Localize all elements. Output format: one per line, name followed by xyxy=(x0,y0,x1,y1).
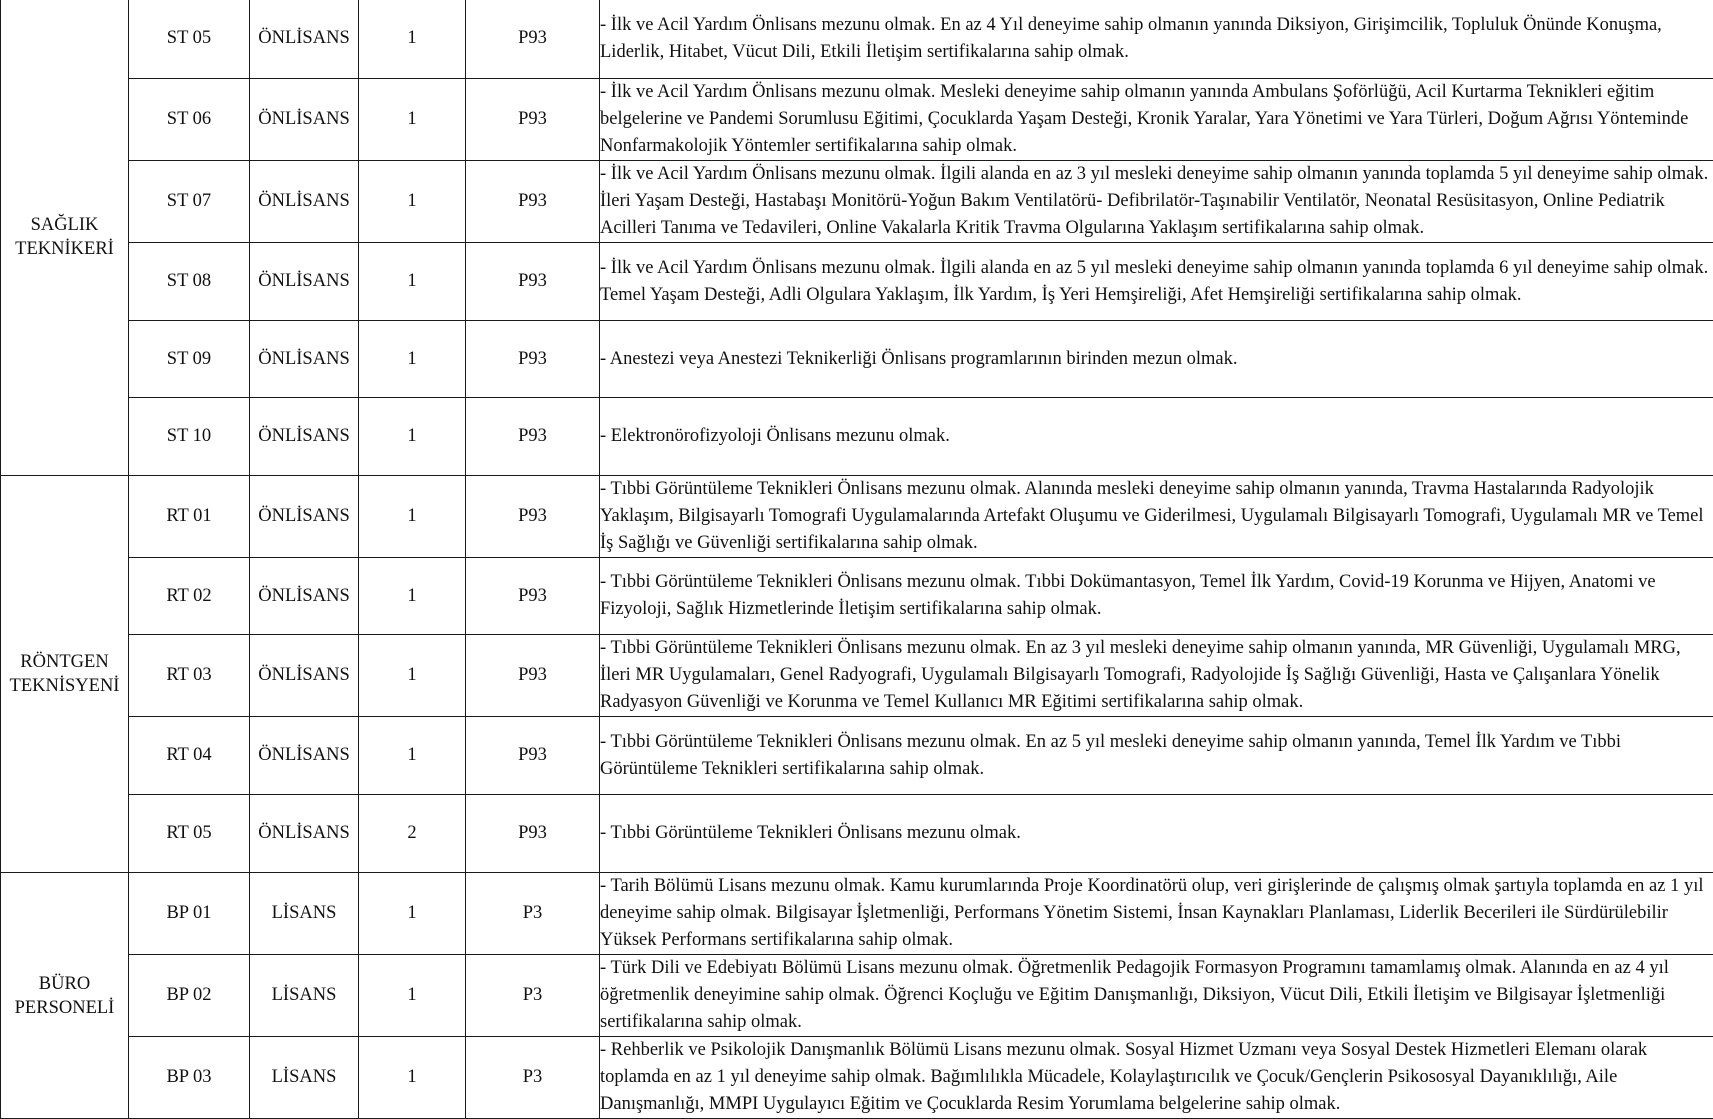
requirements-cell: - Elektronörofizyoloji Önlisans mezunu olmak. xyxy=(600,398,1713,476)
position-code-cell: BP 01 xyxy=(129,873,250,955)
requirements-cell: - Tıbbi Görüntüleme Teknikleri Önlisans mezunu olmak. En az 3 yıl mesleki deneyime sahip olmanın yanında, MR Güvenliği, Uygulamalı MRG, İleri MR Uygulamaları, Genel Radyografi, Uygulamalı Bilgisayarlı Tomografi, Radyolojide İş Sağlığı Güvenliği, Hasta ve Çalışanlara Yönelik Radyasyon Güvenliği ve Korunma ve Temel Kullanıcı MR Eğitimi sertifikalarına sahip olmak. xyxy=(600,635,1713,717)
exam-score-type-cell: P93 xyxy=(466,795,600,873)
table-row xyxy=(1,161,1713,243)
education-level-cell: LİSANS xyxy=(250,1037,359,1119)
position-count-cell: 1 xyxy=(359,717,466,795)
position-count-cell: 1 xyxy=(359,476,466,558)
education-level-cell: LİSANS xyxy=(250,955,359,1037)
requirements-cell: - Tıbbi Görüntüleme Teknikleri Önlisans mezunu olmak. En az 5 yıl mesleki deneyime sahip olmanın yanında, Temel İlk Yardım ve Tıbbi Görüntüleme Teknikleri sertifikalarına sahip olmak. xyxy=(600,717,1713,795)
exam-score-type-cell: P93 xyxy=(466,79,600,161)
position-code-cell: BP 02 xyxy=(129,955,250,1037)
position-code-cell: RT 02 xyxy=(129,558,250,635)
exam-score-type-cell: P3 xyxy=(466,955,600,1037)
group-title-line: BÜRO xyxy=(1,972,128,996)
education-level-cell: ÖNLİSANS xyxy=(250,0,359,79)
table-row xyxy=(1,243,1713,321)
table-row xyxy=(1,79,1713,161)
exam-score-type-cell: P93 xyxy=(466,321,600,398)
position-code-cell: RT 03 xyxy=(129,635,250,717)
requirements-cell: - Türk Dili ve Edebiyatı Bölümü Lisans mezunu olmak. Öğretmenlik Pedagojik Formasyon Programını tamamlamış olmak. Alanında en az 4 yıl öğretmenlik deneyimine sahip olmak. Öğrenci Koçluğu ve Eğitim Danışmanlığı, Diksiyon, Vücut Dili, Etkili İletişim ve Bilgisayar İşletmenliği sertifikalarına sahip olmak. xyxy=(600,955,1713,1037)
table-row xyxy=(1,476,1713,558)
education-level-cell: ÖNLİSANS xyxy=(250,717,359,795)
position-code-cell: ST 05 xyxy=(129,0,250,79)
table-row xyxy=(1,873,1713,955)
position-code-cell: ST 09 xyxy=(129,321,250,398)
position-count-cell: 1 xyxy=(359,0,466,79)
position-code-cell: ST 08 xyxy=(129,243,250,321)
exam-score-type-cell: P93 xyxy=(466,161,600,243)
education-level-cell: ÖNLİSANS xyxy=(250,635,359,717)
exam-score-type-cell: P93 xyxy=(466,398,600,476)
position-count-cell: 1 xyxy=(359,1037,466,1119)
requirements-cell: - İlk ve Acil Yardım Önlisans mezunu olmak. Mesleki deneyime sahip olmanın yanında Ambulans Şoförlüğü, Acil Kurtarma Teknikleri eğitim belgelerine ve Pandemi Sorumlusu Eğitimi, Çocuklarda Yaşam Desteği, Kronik Yaralar, Yara Yönetimi ve Yara Türleri, Doğum Ağrısı Yönteminde Nonfarmakolojik Yöntemler sertifikalarına sahip olmak. xyxy=(600,79,1713,161)
table-row xyxy=(1,1037,1713,1119)
position-code-cell: BP 03 xyxy=(129,1037,250,1119)
position-count-cell: 1 xyxy=(359,321,466,398)
group-title-cell xyxy=(1,0,129,476)
requirements-cell: - İlk ve Acil Yardım Önlisans mezunu olmak. İlgili alanda en az 3 yıl mesleki deneyime sahip olmanın yanında toplamda 5 yıl deneyime sahip olmak. İleri Yaşam Desteği, Hastabaşı Monitörü-Yoğun Bakım Ventilatörü- Defibrilatör-Taşınabilir Ventilatör, Neonatal Resüsitasyon, Online Pediatrik Acilleri Tanıma ve Tedavileri, Online Vakalarla Kritik Travma Olgularına Yaklaşım sertifikalarına sahip olmak. xyxy=(600,161,1713,243)
exam-score-type-cell: P93 xyxy=(466,635,600,717)
table-row xyxy=(1,955,1713,1037)
position-code-cell: ST 06 xyxy=(129,79,250,161)
table-body xyxy=(1,0,1713,1119)
education-level-cell: ÖNLİSANS xyxy=(250,79,359,161)
group-title-line: TEKNİSYENİ xyxy=(1,674,128,698)
group-title-cell xyxy=(1,476,129,873)
exam-score-type-cell: P93 xyxy=(466,476,600,558)
position-count-cell: 1 xyxy=(359,243,466,321)
education-level-cell: ÖNLİSANS xyxy=(250,558,359,635)
group-title-line: SAĞLIK xyxy=(1,213,128,237)
education-level-cell: ÖNLİSANS xyxy=(250,398,359,476)
education-level-cell: ÖNLİSANS xyxy=(250,161,359,243)
position-code-cell: ST 07 xyxy=(129,161,250,243)
exam-score-type-cell: P3 xyxy=(466,1037,600,1119)
position-code-cell: RT 01 xyxy=(129,476,250,558)
table-row xyxy=(1,0,1713,79)
requirements-cell: - Tıbbi Görüntüleme Teknikleri Önlisans mezunu olmak. xyxy=(600,795,1713,873)
exam-score-type-cell: P93 xyxy=(466,717,600,795)
table-row xyxy=(1,795,1713,873)
table-row xyxy=(1,321,1713,398)
group-title-line: PERSONELİ xyxy=(1,996,128,1020)
table-row xyxy=(1,558,1713,635)
education-level-cell: ÖNLİSANS xyxy=(250,476,359,558)
requirements-cell: - Anestezi veya Anestezi Teknikerliği Önlisans programlarının birinden mezun olmak. xyxy=(600,321,1713,398)
requirements-cell: - Rehberlik ve Psikolojik Danışmanlık Bölümü Lisans mezunu olmak. Sosyal Hizmet Uzmanı veya Sosyal Destek Hizmetleri Elemanı olarak toplamda en az 1 yıl deneyime sahip olmak. Bağımlılıkla Mücadele, Kolaylaştırıcılık ve Çocuk/Gençlerin Psikososyal Dayanıklılığı, Aile Danışmanlığı, MMPI Uygulayıcı Eğitim ve Çocuklarda Resim Yorumlama belgelerine sahip olmak. xyxy=(600,1037,1713,1119)
requirements-cell: - İlk ve Acil Yardım Önlisans mezunu olmak. En az 4 Yıl deneyime sahip olmanın yanında Diksiyon, Girişimcilik, Topluluk Önünde Konuşma, Liderlik, Hitabet, Vücut Dili, Etkili İletişim sertifikalarına sahip olmak. xyxy=(600,0,1713,79)
requirements-cell: - Tıbbi Görüntüleme Teknikleri Önlisans mezunu olmak. Alanında mesleki deneyime sahip olmanın yanında, Travma Hastalarında Radyolojik Yaklaşım, Bilgisayarlı Tomografi Uygulamalarında Artefakt Oluşumu ve Giderilmesi, Uygulamalı Bilgisayarlı Tomografi, Uygulamalı MR ve Temel İş Sağlığı ve Güvenliği sertifikalarına sahip olmak. xyxy=(600,476,1713,558)
position-count-cell: 1 xyxy=(359,161,466,243)
education-level-cell: ÖNLİSANS xyxy=(250,321,359,398)
position-count-cell: 1 xyxy=(359,398,466,476)
education-level-cell: ÖNLİSANS xyxy=(250,243,359,321)
position-count-cell: 1 xyxy=(359,558,466,635)
position-count-cell: 1 xyxy=(359,635,466,717)
position-count-cell: 1 xyxy=(359,955,466,1037)
exam-score-type-cell: P93 xyxy=(466,558,600,635)
position-count-cell: 2 xyxy=(359,795,466,873)
position-count-cell: 1 xyxy=(359,79,466,161)
exam-score-type-cell: P3 xyxy=(466,873,600,955)
group-title-line: RÖNTGEN xyxy=(1,650,128,674)
requirements-cell: - Tıbbi Görüntüleme Teknikleri Önlisans mezunu olmak. Tıbbi Dokümantasyon, Temel İlk Yardım, Covid-19 Korunma ve Hijyen, Anatomi ve Fizyoloji, Sağlık Hizmetlerinde İletişim sertifikalarına sahip olmak. xyxy=(600,558,1713,635)
exam-score-type-cell: P93 xyxy=(466,243,600,321)
requirements-cell: - İlk ve Acil Yardım Önlisans mezunu olmak. İlgili alanda en az 5 yıl mesleki deneyime sahip olmanın yanında toplamda 6 yıl deneyime sahip olmak. Temel Yaşam Desteği, Adli Olgulara Yaklaşım, İlk Yardım, İş Yeri Hemşireliği, Afet Hemşireliği sertifikalarına sahip olmak. xyxy=(600,243,1713,321)
table-row xyxy=(1,717,1713,795)
position-code-cell: RT 04 xyxy=(129,717,250,795)
group-title-line: TEKNİKERİ xyxy=(1,237,128,261)
education-level-cell: ÖNLİSANS xyxy=(250,795,359,873)
position-code-cell: ST 10 xyxy=(129,398,250,476)
education-level-cell: LİSANS xyxy=(250,873,359,955)
position-code-cell: RT 05 xyxy=(129,795,250,873)
group-title-cell xyxy=(1,873,129,1119)
exam-score-type-cell: P93 xyxy=(466,0,600,79)
table-row xyxy=(1,635,1713,717)
table-row xyxy=(1,398,1713,476)
requirements-cell: - Tarih Bölümü Lisans mezunu olmak. Kamu kurumlarında Proje Koordinatörü olup, veri girişlerinde de çalışmış olmak şartıyla toplamda en az 1 yıl deneyime sahip olmak. Bilgisayar İşletmenliği, Performans Yönetim Sistemi, İnsan Kaynakları Planlaması, Liderlik Becerileri ile Sürdürülebilir Yüksek Performans sertifikalarına sahip olmak. xyxy=(600,873,1713,955)
position-count-cell: 1 xyxy=(359,873,466,955)
